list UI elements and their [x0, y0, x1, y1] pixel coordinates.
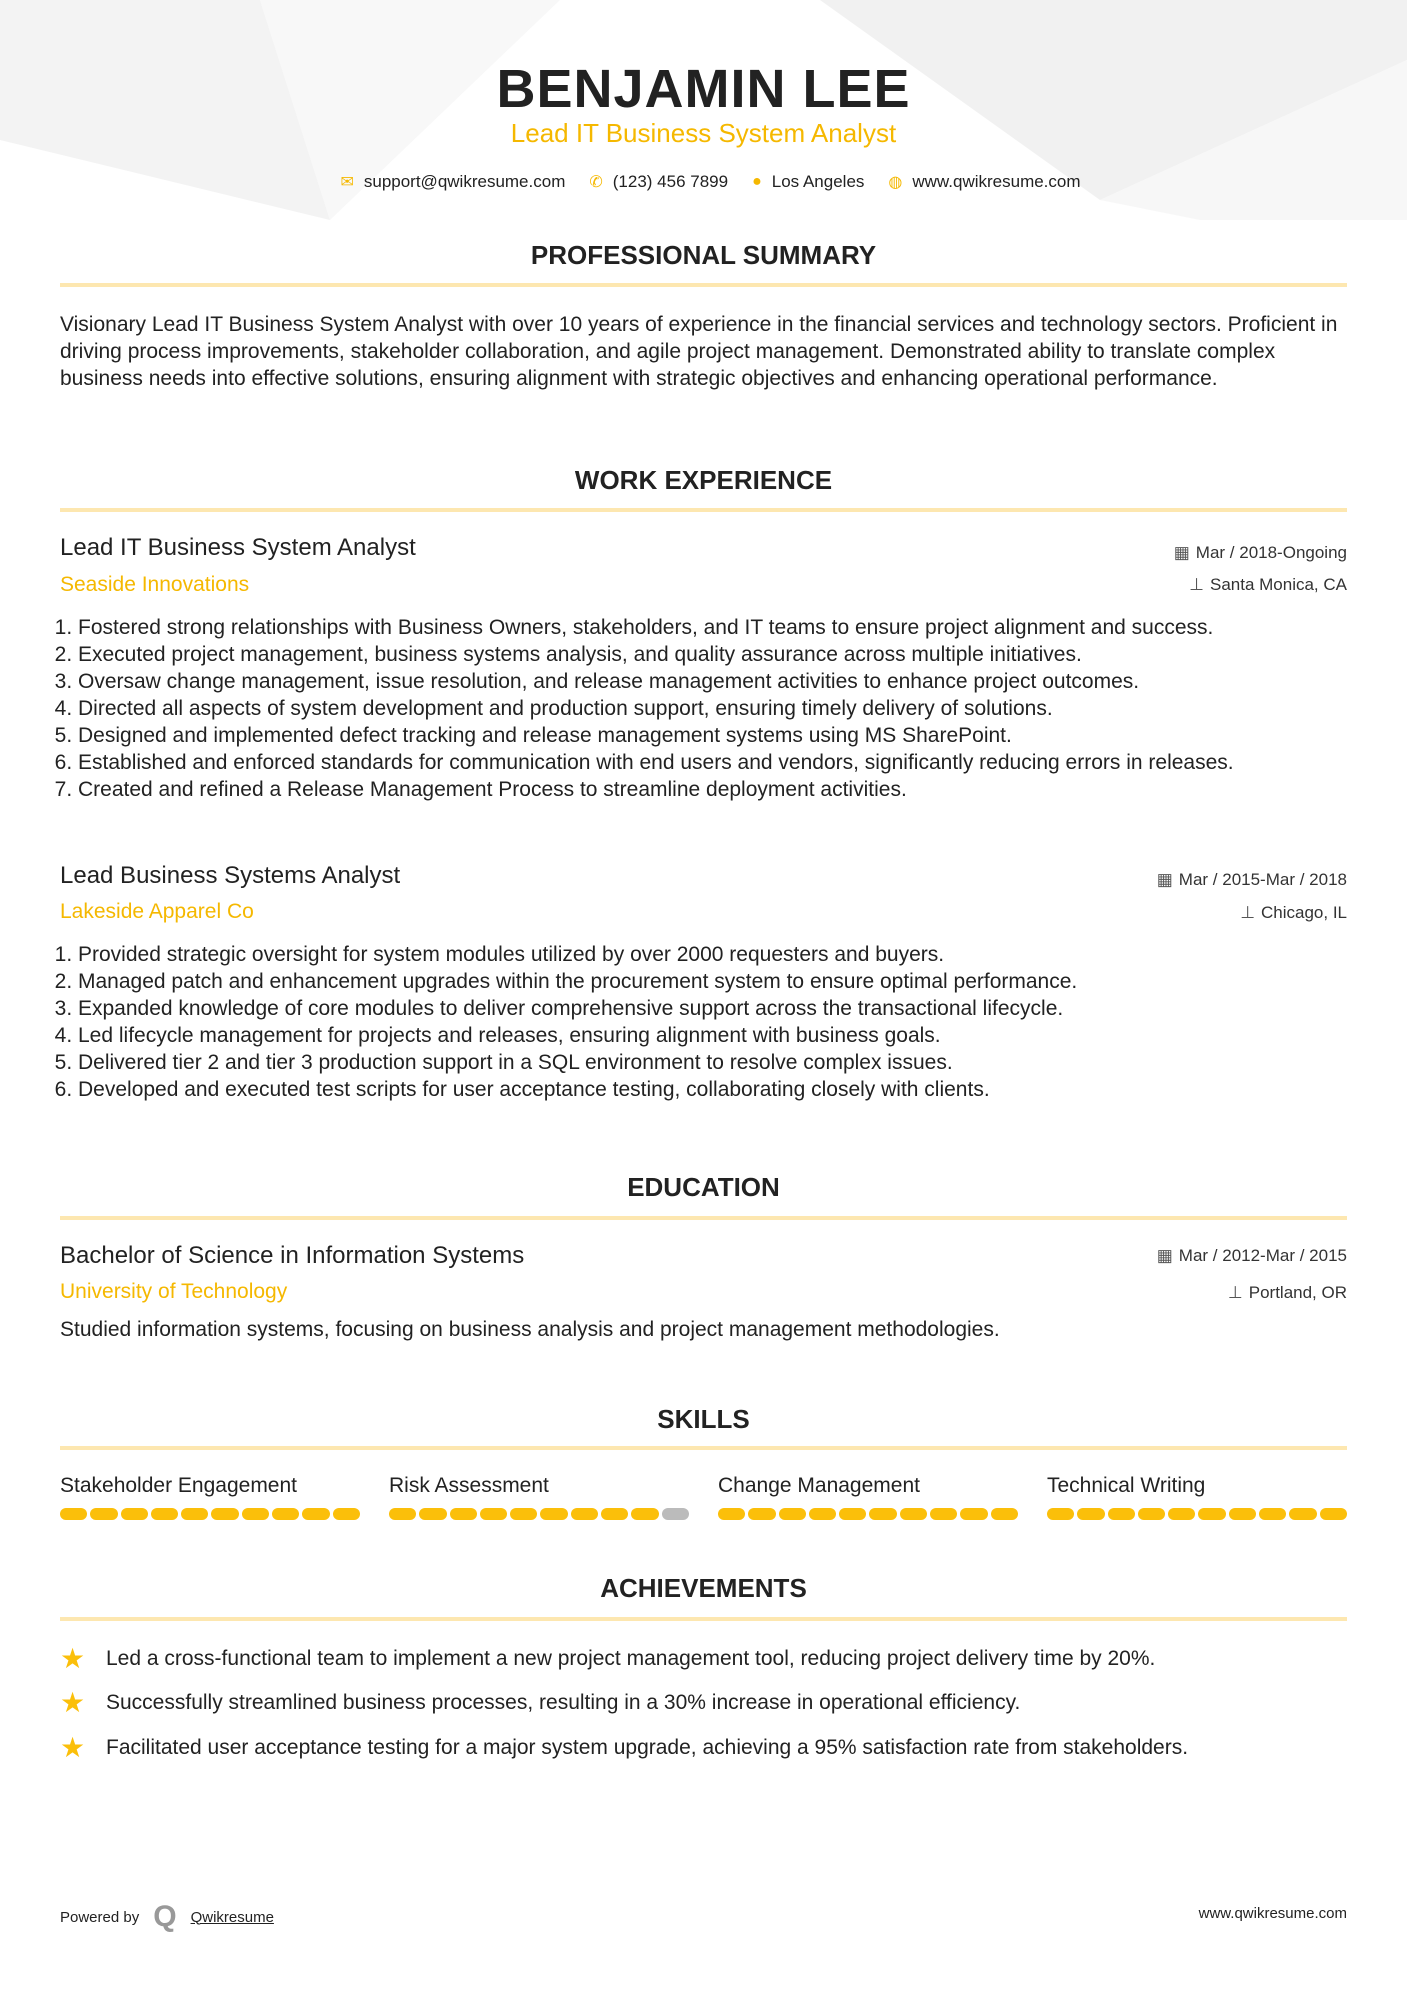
skill-dot-filled: [1108, 1508, 1135, 1520]
footer-branding: [60, 1900, 274, 1934]
list-item: 2. Executed project management, business systems analysis, and quality assurance across multiple initiatives.: [78, 641, 1350, 668]
skill-dot-filled: [601, 1508, 628, 1520]
skill-dot-filled: [718, 1508, 745, 1520]
skill-dot-filled: [869, 1508, 896, 1520]
skill-dot-empty: [662, 1508, 689, 1520]
section-heading-achievements: ACHIEVEMENTS: [600, 1573, 807, 1603]
map-pin-icon: ●: [752, 173, 762, 190]
skill-dot-filled: [211, 1508, 238, 1520]
list-item: 6. Developed and executed test scripts for user acceptance testing, collaborating closely with clients.: [78, 1076, 1350, 1103]
job-date: [1174, 543, 1347, 563]
section-divider: [60, 508, 1347, 512]
powered-by-label: Powered by: [60, 1908, 140, 1926]
envelope-icon: ✉: [340, 174, 354, 191]
skill-dot-filled: [809, 1508, 836, 1520]
list-item: 3. Expanded knowledge of core modules to deliver comprehensive support across the transactional lifecycle.: [78, 995, 1350, 1022]
achievement-item: [60, 1686, 1020, 1719]
contact-website[interactable]: www.qwikresume.com: [912, 172, 1081, 191]
section-divider: [60, 1446, 1347, 1450]
skill-rating: [1047, 1508, 1347, 1520]
skills-grid: [60, 1474, 1347, 1520]
skill-dot-filled: [1047, 1508, 1074, 1520]
job-bullets: [60, 941, 1350, 1103]
skill-dot-filled: [1229, 1508, 1256, 1520]
skill-dot-filled: [181, 1508, 208, 1520]
skill-dot-filled: [779, 1508, 806, 1520]
skill-dot-filled: [1138, 1508, 1165, 1520]
job-title: Lead Business Systems Analyst: [60, 862, 401, 889]
contact-email[interactable]: support@qwikresume.com: [363, 172, 566, 191]
pin-icon: ⊥: [1227, 1283, 1243, 1302]
list-item: 7. Created and refined a Release Management Process to streamline deployment activities.: [78, 776, 1350, 803]
list-item: 3. Oversaw change management, issue resolution, and release management activities to enhance project outcomes.: [78, 668, 1350, 695]
section-heading-experience: WORK EXPERIENCE: [574, 465, 833, 495]
degree-title: Bachelor of Science in Information Systems: [60, 1242, 525, 1269]
skill-dot-filled: [1077, 1508, 1104, 1520]
phone-icon: ✆: [589, 174, 603, 191]
skill-dot-filled: [930, 1508, 957, 1520]
list-item: 4. Led lifecycle management for projects and releases, ensuring alignment with business goals.: [78, 1022, 1350, 1049]
list-item: 5. Designed and implemented defect tracking and release management systems using MS SharePoint.: [78, 722, 1350, 749]
summary-text: Visionary Lead IT Business System Analyst with over 10 years of experience in the financial services and technology sectors. Proficient in driving process improvements, stakeholder collaboration, and agile project management. Demonstrated ability to translate complex business needs into effective solutions, ensuring alignment with strategic objectives and enhancing operational performance.: [60, 313, 1338, 390]
skill-name: Stakeholder Engagement: [60, 1474, 297, 1497]
skill-dot-filled: [1168, 1508, 1195, 1520]
job-location: [1189, 575, 1347, 595]
contact-bar: [0, 172, 1407, 192]
brand-link[interactable]: Qwikresume: [190, 1908, 274, 1926]
skill-item: [389, 1474, 689, 1520]
pin-icon: ⊥: [1189, 575, 1204, 594]
skill-dot-filled: [242, 1508, 269, 1520]
list-item: 6. Established and enforced standards for communication with end users and vendors, significantly reducing errors in releases.: [78, 749, 1350, 776]
job-company: Seaside Innovations: [60, 573, 250, 596]
skill-rating: [389, 1508, 689, 1520]
skill-item: [718, 1474, 1018, 1520]
star-icon: ★: [60, 1643, 86, 1674]
skill-dot-filled: [419, 1508, 446, 1520]
skill-dot-filled: [839, 1508, 866, 1520]
skill-dot-filled: [302, 1508, 329, 1520]
skill-dot-filled: [1320, 1508, 1347, 1520]
skill-dot-filled: [450, 1508, 477, 1520]
job-bullets: [60, 614, 1350, 803]
candidate-title: Lead IT Business System Analyst: [510, 118, 897, 148]
skill-dot-filled: [1289, 1508, 1316, 1520]
skill-dot-filled: [1259, 1508, 1286, 1520]
skill-dot-filled: [90, 1508, 117, 1520]
skill-rating: [60, 1508, 360, 1520]
skill-dot-filled: [571, 1508, 598, 1520]
skill-dot-filled: [960, 1508, 987, 1520]
skill-dot-filled: [540, 1508, 567, 1520]
list-item: 1. Provided strategic oversight for system modules utilized by over 2000 requesters and buyers.: [78, 941, 1350, 968]
calendar-icon: ▦: [1156, 870, 1173, 889]
globe-icon: ◍: [888, 174, 903, 191]
list-item: 5. Delivered tier 2 and tier 3 production support in a SQL environment to resolve complex issues.: [78, 1049, 1350, 1076]
list-item: 4. Directed all aspects of system development and production support, ensuring timely delivery of solutions.: [78, 695, 1350, 722]
skill-name: Technical Writing: [1047, 1474, 1206, 1497]
education-description: Studied information systems, focusing on business analysis and project management methodologies.: [60, 1318, 1000, 1341]
education-location: [1228, 1283, 1347, 1303]
achievement-item: [60, 1642, 1155, 1675]
skill-dot-filled: [60, 1508, 87, 1520]
skill-dot-filled: [151, 1508, 178, 1520]
star-icon: ★: [60, 1732, 86, 1763]
skill-dot-filled: [389, 1508, 416, 1520]
section-divider: [60, 1617, 1347, 1621]
skill-item: [1047, 1474, 1347, 1520]
skill-dot-filled: [900, 1508, 927, 1520]
job-company: Lakeside Apparel Co: [60, 900, 254, 923]
skill-item: [60, 1474, 360, 1520]
skill-dot-filled: [1198, 1508, 1225, 1520]
qwikresume-logo-icon: Q: [153, 1900, 177, 1933]
skill-dot-filled: [748, 1508, 775, 1520]
job-location: [1240, 903, 1347, 923]
school-name: University of Technology: [60, 1280, 288, 1303]
education-date-text: Mar / 2012-Mar / 2015: [1178, 1246, 1347, 1265]
contact-location: Los Angeles: [771, 172, 865, 191]
skill-rating: [718, 1508, 1018, 1520]
star-icon: ★: [60, 1687, 86, 1718]
calendar-icon: ▦: [1173, 543, 1190, 562]
skill-dot-filled: [333, 1508, 360, 1520]
achievement-text: Successfully streamlined business processes, resulting in a 30% increase in operational efficiency.: [106, 1690, 1021, 1714]
job-location-text: Santa Monica, CA: [1209, 575, 1347, 594]
footer-website[interactable]: www.qwikresume.com: [1198, 1905, 1347, 1922]
skill-dot-filled: [272, 1508, 299, 1520]
section-heading-summary: PROFESSIONAL SUMMARY: [530, 240, 877, 270]
pin-icon: ⊥: [1240, 903, 1255, 922]
job-location-text: Chicago, IL: [1261, 903, 1347, 922]
skill-dot-filled: [510, 1508, 537, 1520]
section-heading-skills: SKILLS: [657, 1404, 750, 1434]
skill-dot-filled: [631, 1508, 658, 1520]
contact-phone: (123) 456 7899: [612, 172, 729, 191]
calendar-icon: ▦: [1156, 1246, 1173, 1265]
list-item: 2. Managed patch and enhancement upgrades within the procurement system to ensure optimal performance.: [78, 968, 1350, 995]
education-date: [1157, 1246, 1347, 1266]
education-location-text: Portland, OR: [1248, 1283, 1347, 1302]
job-title: Lead IT Business System Analyst: [60, 534, 416, 561]
job-date-text: Mar / 2018-Ongoing: [1195, 543, 1347, 562]
section-heading-education: EDUCATION: [627, 1172, 780, 1202]
job-date: [1157, 870, 1347, 890]
job-date-text: Mar / 2015-Mar / 2018: [1178, 870, 1347, 889]
skill-dot-filled: [121, 1508, 148, 1520]
achievement-text: Led a cross-functional team to implement a new project management tool, reducing project delivery time by 20%.: [106, 1646, 1156, 1670]
skill-dot-filled: [991, 1508, 1018, 1520]
skill-name: Risk Assessment: [389, 1474, 549, 1497]
section-divider: [60, 283, 1347, 287]
skill-dot-filled: [480, 1508, 507, 1520]
list-item: 1. Fostered strong relationships with Business Owners, stakeholders, and IT teams to ensure project alignment and success.: [78, 614, 1350, 641]
achievement-item: [60, 1731, 1188, 1764]
skill-name: Change Management: [718, 1474, 920, 1497]
section-divider: [60, 1216, 1347, 1220]
candidate-name: BENJAMIN LEE: [496, 59, 911, 119]
achievement-text: Facilitated user acceptance testing for a major system upgrade, achieving a 95% satisfaction rate from stakeholders.: [106, 1735, 1189, 1759]
